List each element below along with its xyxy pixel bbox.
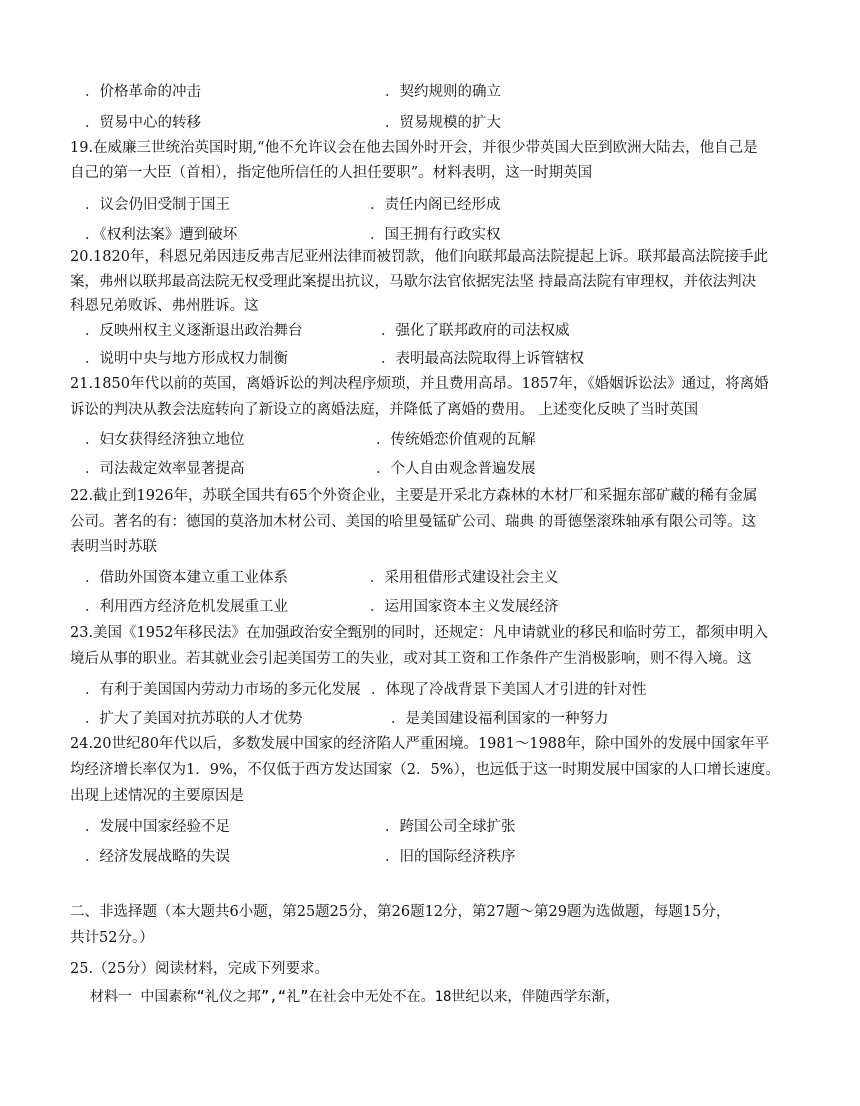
q19-option-a[interactable]: ．议会仍旧受制于国王 [85, 197, 230, 213]
q22-option-b[interactable]: ．采用租借形式建设社会主义 [370, 570, 559, 586]
q22-option-row-2 [85, 597, 785, 617]
q21-option-b[interactable]: ．传统婚恋价值观的瓦解 [376, 432, 536, 448]
q23-option-row-1 [85, 680, 785, 700]
q21-option-d[interactable]: ．个人自由观念普遍发展 [376, 461, 536, 477]
q19-stem-line-1: 19.在威廉三世统治英国时期,“他不允许议会在他去国外时开会，并很少带英国大臣到欧洲大陆去，他自己是 [70, 140, 758, 156]
q19-option-b[interactable]: ．责任内阁已经形成 [370, 197, 501, 213]
q22-stem-line-1: 22.截止到1926年，苏联全国共有65个外资企业，主要是开采北方森林的木材厂和采掘东部矿藏的稀有金属 [70, 488, 758, 504]
q21-stem-line-1: 21.1850年代以前的英国，离婚诉讼的判决程序烦琐，并且费用高昂。1857年，《婚姻诉讼法》通过，将离婚 [70, 376, 769, 392]
q23-option-a[interactable]: ．有利于美国国内劳动力市场的多元化发展 [85, 682, 361, 698]
q18-option-c[interactable]: ．贸易中心的转移 [85, 115, 201, 131]
q18-option-a[interactable]: ．价格革命的冲击 [85, 84, 201, 100]
section-2-heading-line-2: 共计52分。） [70, 930, 154, 946]
q24-option-a[interactable]: ．发展中国家经验不足 [85, 819, 230, 835]
q22-stem-line-2: 公司。著名的有：德国的莫洛加木材公司、美国的哈里曼锰矿公司、瑞典 的哥德堡滚珠轴承有限公司等。这 [70, 514, 757, 530]
q20-option-b[interactable]: ．强化了联邦政府的司法权威 [381, 323, 570, 339]
q24-option-d[interactable]: ．旧的国际经济秩序 [385, 849, 516, 865]
q22-stem-line-3: 表明当时苏联 [70, 539, 157, 555]
q24-option-row-2 [85, 847, 785, 867]
q19-option-row-2 [85, 225, 785, 245]
q24-option-b[interactable]: ．跨国公司全球扩张 [385, 819, 516, 835]
q19-option-row-1 [85, 195, 785, 215]
q23-option-c[interactable]: ．扩大了美国对抗苏联的人才优势 [85, 711, 303, 727]
section-2-heading-line-1: 二、非选择题（本大题共6小题，第25题25分，第26题12分，第27题～第29题为选做题，每题15分， [70, 904, 731, 920]
q25-title: 25.（25分）阅读材料，完成下列要求。 [70, 961, 330, 977]
q22-option-row-1 [85, 568, 785, 588]
q23-option-b[interactable]: ．体现了冷战背景下美国人才引进的针对性 [371, 682, 647, 698]
q18-option-row-2 [85, 113, 785, 133]
q21-option-a[interactable]: ．妇女获得经济独立地位 [85, 432, 245, 448]
q19-option-d[interactable]: ．国王拥有行政实权 [370, 227, 501, 243]
q20-option-a[interactable]: ．反映州权主义逐渐退出政治舞台 [85, 323, 303, 339]
q21-option-row-1 [85, 430, 785, 450]
q24-option-c[interactable]: ．经济发展战略的失误 [85, 849, 230, 865]
q24-stem-line-2: 均经济增长率仅为1．9%，不仅低于西方发达国家（2．5%），也远低于这一时期发展中国家的人口增长速度。 [70, 762, 780, 778]
q21-option-row-2 [85, 459, 785, 479]
q20-stem-line-3: 科恩兄弟败诉、弗州胜诉。这 [70, 298, 259, 314]
q23-option-row-2 [85, 709, 785, 729]
q24-stem-line-3: 出现上述情况的主要原因是 [70, 788, 244, 804]
q20-option-row-1 [85, 321, 785, 341]
q20-option-row-2 [85, 349, 785, 369]
q18-option-b[interactable]: ．契约规则的确立 [385, 84, 501, 100]
q20-option-c[interactable]: ．说明中央与地方形成权力制衡 [85, 351, 288, 367]
q22-option-c[interactable]: ．利用西方经济危机发展重工业 [85, 599, 288, 615]
q24-stem-line-1: 24.20世纪80年代以后，多数发展中国家的经济陷人严重困境。1981～1988年，除中国外的发展中国家年平 [70, 736, 770, 752]
q18-option-row-1 [85, 82, 785, 102]
q20-stem-line-1: 20.1820年，科恩兄弟因违反弗吉尼亚州法律而被罚款，他们向联邦最高法院提起上诉。联邦最高法院接手此 [70, 249, 768, 265]
q20-stem-line-2: 案，弗州以联邦最高法院无权受理此案提出抗议，马歇尔法官依据宪法坚 持最高法院有审理权，并依法判决 [70, 274, 757, 290]
q21-stem-line-2: 诉讼的判决从教会法庭转向了新设立的离婚法庭，并降低了离婚的费用。 上述变化反映了当时英国 [70, 402, 699, 418]
q23-option-d[interactable]: ．是美国建设福利国家的一种努力 [391, 711, 609, 727]
q23-stem-line-2: 境后从事的职业。若其就业会引起美国劳工的失业，或对其工资和工作条件产生消极影响，则不得入境。这 [70, 651, 752, 667]
q20-option-d[interactable]: ．表明最高法院取得上诉管辖权 [381, 351, 584, 367]
q18-option-d[interactable]: ．贸易规模的扩大 [385, 115, 501, 131]
q19-stem-line-2: 自己的第一大臣（首相），指定他所信任的人担任要职”。材料表明，这一时期英国 [70, 165, 593, 181]
q25-material-1: 材料一 中国素称“礼仪之邦”,“礼”在社会中无处不在。18世纪以来，伴随西学东渐， [90, 989, 620, 1005]
q22-option-d[interactable]: ．运用国家资本主义发展经济 [370, 599, 559, 615]
q19-option-c[interactable]: ．《权利法案》遭到破坏 [85, 227, 238, 243]
q23-stem-line-1: 23.美国《1952年移民法》在加强政治安全甄别的同时，还规定：凡申请就业的移民和临时劳工，都须申明入 [70, 625, 768, 641]
q22-option-a[interactable]: ．借助外国资本建立重工业体系 [85, 570, 288, 586]
q24-option-row-1 [85, 817, 785, 837]
q21-option-c[interactable]: ．司法裁定效率显著提高 [85, 461, 245, 477]
